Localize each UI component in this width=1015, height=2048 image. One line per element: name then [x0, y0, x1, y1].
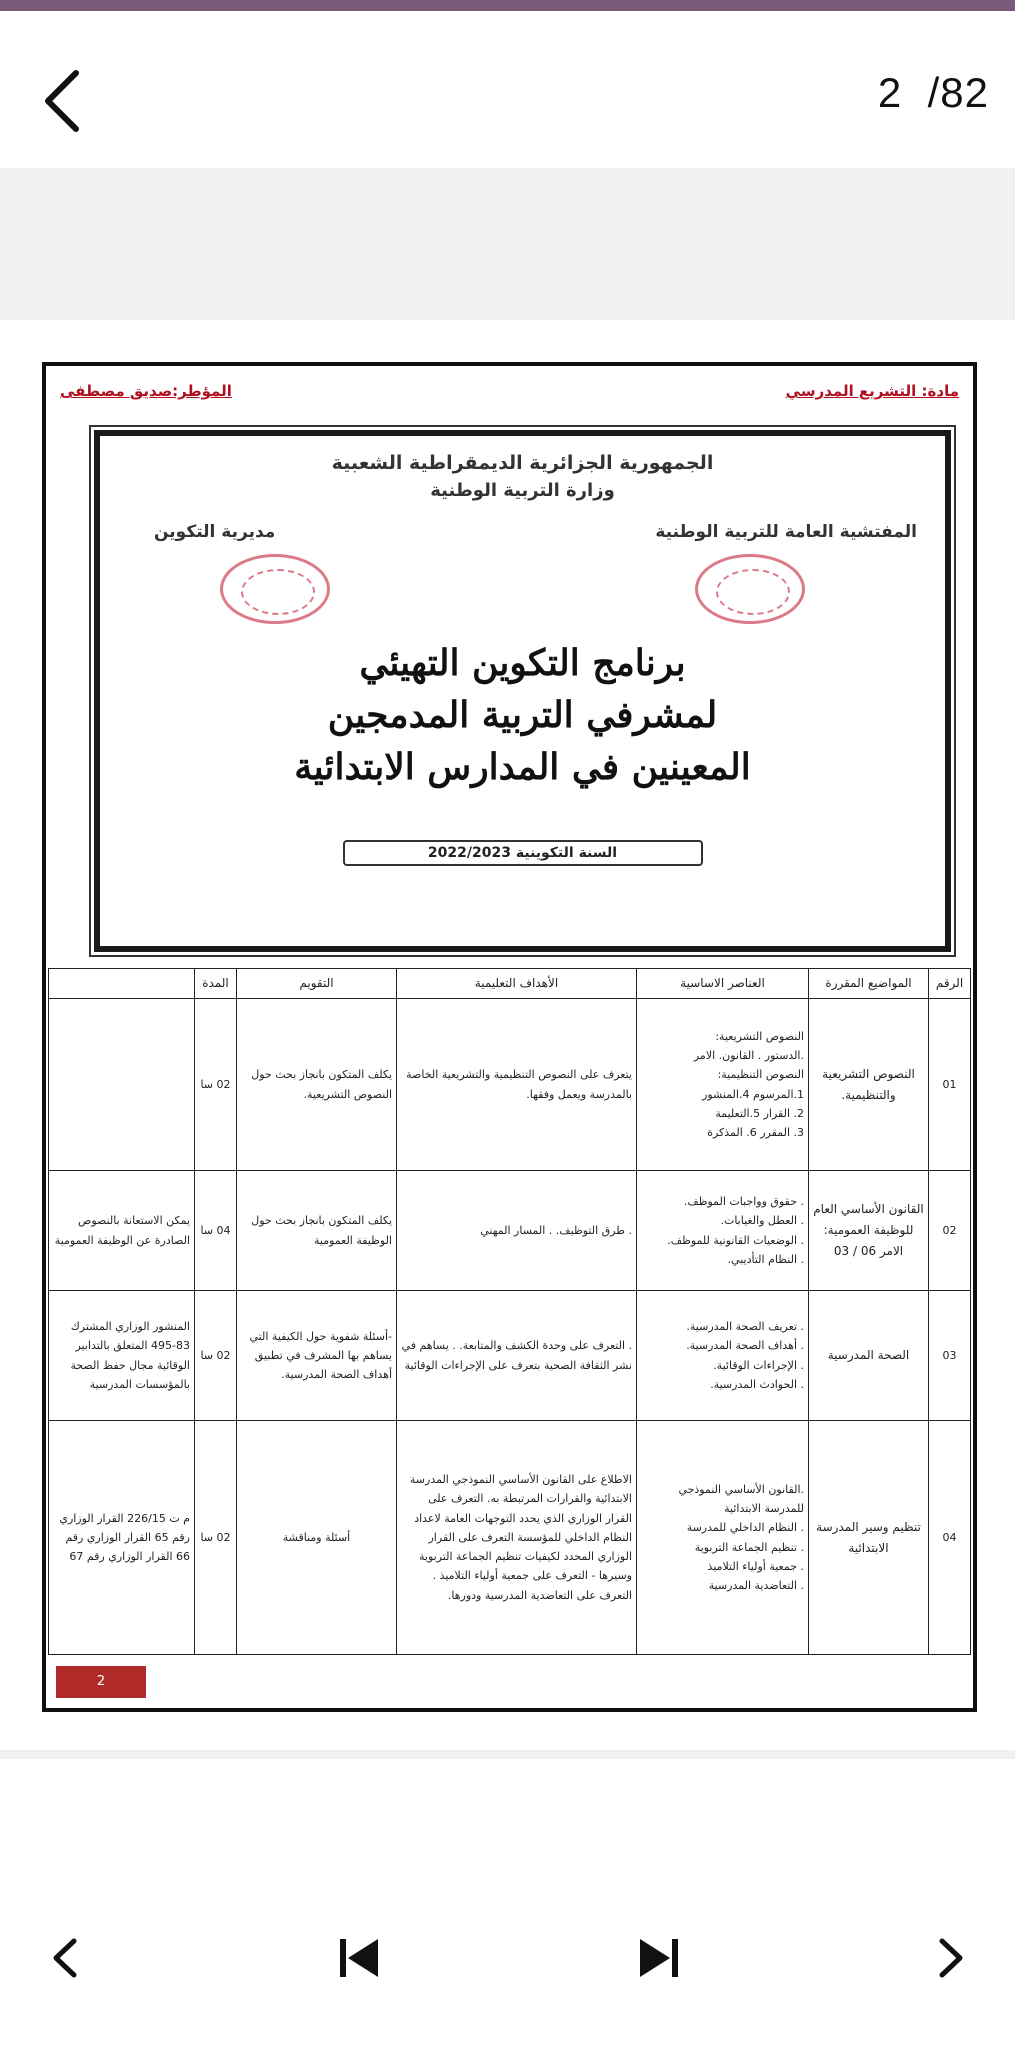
program-table [48, 968, 971, 1655]
row-notes: يمكن الاستعانة بالنصوص الصادرة عن الوظيفة العمومية [49, 1171, 195, 1291]
row-notes: المنشور الوزاري المشترك 83-495 المتعلق بالتدابير الوقائية مجال حفظ الصحة بالمؤسسات المدرسية [49, 1291, 195, 1421]
table-row [49, 1421, 971, 1655]
page-counter [878, 69, 989, 117]
element-line: النصوص التنظيمية: [717, 1068, 804, 1082]
status-bar [0, 0, 1015, 11]
row-elements [637, 1421, 809, 1655]
current-page: 2 [877, 69, 903, 116]
row-elements [637, 1171, 809, 1291]
row-evaluation: يكلف المتكون بانجاز بحث حول النصوص التشريعية. [237, 999, 397, 1171]
row-topic: الصحة المدرسية [809, 1291, 929, 1421]
total-pages: /82 [927, 69, 989, 116]
row-topic: النصوص التشريعية والتنظيمية. [809, 999, 929, 1171]
row-elements [637, 1291, 809, 1421]
element-line: . الحوادث المدرسية. [710, 1377, 804, 1391]
page-content [42, 362, 977, 1712]
row-objectives: . التعرف على وحدة الكشف والمتابعة. . يساهم في نشر الثقافة الصحية بتعرف على الإجراءات الوقائية [397, 1291, 637, 1421]
chevron-left-icon [32, 1923, 102, 1993]
row-objectives: الاطلاع على القانون الأساسي النموذجي المدرسة الابتدائية والقرارات المرتبطة به. التعرف على القرار الوزاري الذي يحدد التوجهات العامة لاعداد النظام الداخلي للمؤسسة التعرف على القرار الوزاري المحدد لكيفيات تنظيم الجماعة التربوية وسيرها - التعرف على جمعية أولياء التلاميذ . التعرف على التعاضدية المدرسية ودورها. [397, 1421, 637, 1655]
element-line: . الوضعيات القانونية للموظف. [667, 1233, 804, 1247]
last-page-button[interactable] [622, 1923, 692, 1993]
row-duration: 02 سا [195, 1421, 237, 1655]
element-line: 1.المرسوم 4.المنشور [702, 1087, 804, 1101]
stamp-icon [695, 554, 805, 624]
program-title-line3: المعينين في المدارس الابتدائية [294, 746, 751, 788]
element-line: النصوص التشريعية: [715, 1029, 804, 1043]
page-header [60, 382, 959, 406]
ministry-name: وزارة التربية الوطنية [430, 480, 615, 501]
col-header: المدة [195, 969, 237, 999]
row-evaluation: -أسئلة شفوية حول الكيفية التي يساهم بها المشرف في تطبيق أهداف الصحة المدرسية. [237, 1291, 397, 1421]
element-line: . الإجراءات الوقائية. [713, 1358, 804, 1372]
row-duration: 02 سا [195, 1291, 237, 1421]
row-number: 03 [929, 1291, 971, 1421]
element-line: . حقوق وواجبات الموظف. [683, 1195, 804, 1208]
col-header: المواضيع المقررة [809, 969, 929, 999]
row-objectives: . طرق التوظيف. . المسار المهني [397, 1171, 637, 1291]
table-row [49, 1291, 971, 1421]
row-number: 02 [929, 1171, 971, 1291]
element-line: . النظام التأديبي. [727, 1252, 804, 1266]
col-header: التقويم [237, 969, 397, 999]
col-header: العناصر الاساسية [637, 969, 809, 999]
training-year: السنة التكوينية 2022/2023 [343, 840, 703, 866]
chevron-right-icon [914, 1923, 984, 1993]
row-objectives: يتعرف على النصوص التنظيمية والتشريعية الخاصة بالمدرسة ويعمل وفقها. [397, 999, 637, 1171]
row-evaluation: أسئلة ومناقشة [237, 1421, 397, 1655]
directorate-name: مديرية التكوين [154, 522, 276, 542]
row-duration: 04 سا [195, 1171, 237, 1291]
element-line: 2. القرار 5.التعليمة [715, 1106, 804, 1120]
previous-page-button[interactable] [32, 1923, 102, 1993]
element-line: . التعاضدية المدرسية [708, 1579, 804, 1592]
row-notes: م ت 226/15 القرار الوزاري رقم 65 القرار الوزاري رقم 66 القرار الوزاري رقم 67 [49, 1421, 195, 1655]
subject-label: مادة: التشريع المدرسي [785, 382, 959, 400]
row-number: 04 [929, 1421, 971, 1655]
bottom-navigation [0, 1759, 1015, 2048]
element-line: . النظام الداخلي للمدرسة [686, 1521, 804, 1535]
document-viewer[interactable] [0, 168, 1015, 1759]
element-line: . العطل والغيابات. [720, 1214, 804, 1228]
page-number-tag: 2 [56, 1666, 146, 1698]
republic-name: الجمهورية الجزائرية الديمقراطية الشعبية [331, 452, 714, 474]
inspection-name: المفتشية العامة للتربية الوطنية [655, 522, 917, 542]
skip-first-icon [326, 1923, 396, 1993]
row-notes [49, 999, 195, 1171]
cover-box [94, 430, 951, 952]
element-line: .القانون الأساسي النموذجي للمدرسة الابتدائية [678, 1482, 804, 1515]
element-line: 3. المقرر 6. المذكرة [707, 1126, 804, 1139]
top-bar [0, 11, 1015, 168]
back-button[interactable] [36, 61, 96, 141]
element-line: . تنظيم الجماعة التربوية [694, 1540, 804, 1554]
row-topic: تنظيم وسير المدرسة الابتدائية [809, 1421, 929, 1655]
program-title-line1: برنامج التكوين التهيئي [359, 642, 686, 684]
viewer-gap [0, 168, 1015, 320]
table-row [49, 1171, 971, 1291]
pdf-page[interactable] [0, 320, 1015, 1750]
table-row [49, 999, 971, 1171]
skip-last-icon [622, 1923, 692, 1993]
stamp-icon [220, 554, 330, 624]
row-number: 01 [929, 999, 971, 1171]
next-page-button[interactable] [914, 1923, 984, 1993]
row-topic: القانون الأساسي العام للوظيفة العمومية: الامر 06 / 03 [809, 1171, 929, 1291]
row-elements [637, 999, 809, 1171]
col-header: الرقم [929, 969, 971, 999]
chevron-left-icon [36, 61, 96, 141]
element-line: .الدستور . القانون. الامر [693, 1049, 804, 1062]
program-title-line2: لمشرفي التربية المدمجين [327, 694, 718, 736]
element-line: . تعريف الصحة المدرسية. [686, 1320, 804, 1333]
table-header-row [49, 969, 971, 999]
element-line: . جمعية أولياء التلاميذ [707, 1559, 804, 1573]
row-duration: 02 سا [195, 999, 237, 1171]
row-evaluation: يكلف المتكون بانجاز بحث حول الوظيفة العمومية [237, 1171, 397, 1291]
supervisor-label: المؤطر:صديق مصطفى [60, 382, 232, 400]
col-header [49, 969, 195, 999]
first-page-button[interactable] [326, 1923, 396, 1993]
col-header: الأهداف التعليمية [397, 969, 637, 999]
element-line: . أهداف الصحة المدرسية. [686, 1339, 804, 1353]
